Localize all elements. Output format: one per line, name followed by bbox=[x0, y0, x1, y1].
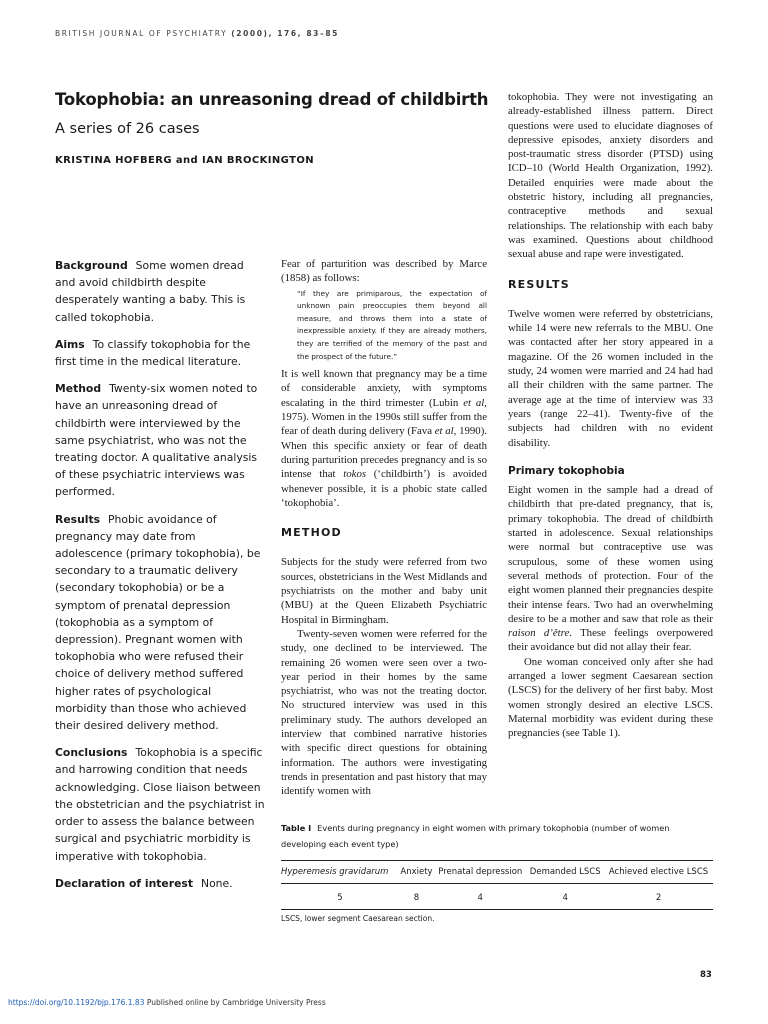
body-column-3 bbox=[508, 90, 713, 740]
article-authors: KRISTINA HOFBERG and IAN BROCKINGTON bbox=[55, 155, 314, 166]
table-cell: 4 bbox=[526, 884, 604, 910]
table-cell: 4 bbox=[434, 884, 526, 910]
results-paragraph: One woman conceived only after she had arranged a lower segment Caesarean section (LSCS) for the delivery of her first baby. Most women strongly desired an elective LSCS. Maternal morbidity was evident during these pregnancies (see Table 1). bbox=[508, 655, 713, 740]
abstract-aims bbox=[55, 336, 265, 370]
article-title: Tokophobia: an unreasoning dread of childbirth bbox=[55, 90, 489, 109]
marce-quote: “If they are primiparous, the expectation of unknown pain preoccupies them beyond all measure, and throws them into a state of inexpressible anxiety. If they are already mothers, they are terrified of the memory of the past and the prospect of the future.” bbox=[297, 288, 487, 361]
table-column-header: Prenatal depression bbox=[434, 861, 526, 884]
table-footnote: LSCS, lower segment Caesarean section. bbox=[281, 914, 435, 923]
table-cell: 5 bbox=[281, 884, 399, 910]
abstract-label: Background bbox=[55, 259, 128, 272]
journal-citation: (2000), 176, 83–85 bbox=[231, 29, 339, 38]
abstract-text: Some women dread and avoid childbirth despite desperately wanting a baby. This is called tokophobia. bbox=[55, 259, 246, 324]
table-caption bbox=[281, 820, 713, 852]
footer bbox=[8, 998, 326, 1007]
method-paragraph: Subjects for the study were referred from two sources, obstetricians in the West Midlands and psychiatrists on the mother and baby unit (MBU) at the Queen Elizabeth Psychiatric Hospital in Birmingham. bbox=[281, 556, 487, 626]
table-cell: 2 bbox=[604, 884, 713, 910]
page-number: 83 bbox=[700, 970, 712, 980]
intro-paragraph: It is well known that pregnancy may be a time of considerable anxiety, with symptoms escalating in the third trimester (Lubin et al, 1975). Women in the 1990s still suffer from the fear of death during delivery (Fava et al, 1990). When this specific anxiety or fear of death during parturition precedes pregnancy and is so intense that tokos (‘childbirth’) is avoided whenever possible, it is a phobic state called ‘tokophobia’. bbox=[281, 368, 487, 509]
article-subtitle: A series of 26 cases bbox=[55, 121, 200, 137]
journal-name: BRITISH JOURNAL OF PSYCHIATRY bbox=[55, 29, 228, 38]
abstract-method bbox=[55, 380, 265, 500]
publisher-note: Published online by Cambridge University Press bbox=[146, 998, 326, 1007]
table-column-header: Anxiety bbox=[399, 861, 434, 884]
table-column-header: Demanded LSCS bbox=[526, 861, 604, 884]
abstract-label: Conclusions bbox=[55, 746, 128, 760]
abstract bbox=[55, 257, 265, 902]
results-paragraph: Twelve women were referred by obstetricians, while 14 were new referrals to the MBU. One was contacted after her story appeared in a magazine. Of the 26 women included in the study, 24 women were married and 24 had had all their children with the same partner. The average age at the time of interview was 33 years (range 22–41). Twenty-five of the subjects had children with no evident disability. bbox=[508, 307, 713, 449]
intro-paragraph: Fear of parturition was described by Marce (1858) as follows: bbox=[281, 258, 487, 285]
abstract-label: Method bbox=[55, 382, 102, 396]
table-row bbox=[281, 884, 713, 910]
doi-link[interactable]: https://doi.org/10.1192/bjp.176.1.83 bbox=[8, 998, 145, 1007]
section-heading-method: METHOD bbox=[281, 526, 342, 540]
table-caption-text: Events during pregnancy in eight women with primary tokophobia (number of women developing each event type) bbox=[281, 823, 670, 849]
abstract-label: Declaration of interest bbox=[55, 876, 193, 890]
abstract-text: Phobic avoidance of pregnancy may date from adolescence (primary tokophobia), be secondary to a traumatic delivery (secondary tokophobia) or be a symptom of prenatal depression (tokophobia as a symptom of depression). Pregnant women with tokophobia who were refused their choice of delivery method suffered higher rates of psychological morbidity than those who achieved their desired delivery method. bbox=[55, 512, 261, 733]
section-heading-results: RESULTS bbox=[508, 277, 570, 291]
subheading-primary-tokophobia: Primary tokophobia bbox=[508, 464, 625, 477]
abstract-label: Aims bbox=[55, 337, 85, 351]
abstract-text: To classify tokophobia for the first time in the medical literature. bbox=[55, 337, 251, 369]
running-head bbox=[55, 29, 339, 38]
abstract-label: Results bbox=[55, 512, 101, 526]
method-paragraph-continued: tokophobia. They were not investigating an already-established illness pattern. Direct questions were used to elucidate diagnoses of depressive episodes, anxiety disorders and post-traumatic stress disorder (PTSD) using ICD–10 (World Health Organization, 1992). Detailed enquiries were made about the obstetric history, including all pregnancies, contraceptive methods and sexual relationships. The relationship with each baby was examined. Questions about childhood sexual abuse and rape were investigated. bbox=[508, 91, 713, 261]
table-column-header: Achieved elective LSCS bbox=[604, 861, 713, 884]
results-paragraph: Eight women in the sample had a dread of childbirth that pre-dated pregnancy, that is, primary tokophobia. The dread of childbirth started in adolescence. Sexual relationships were normal but contraceptive use was scrupulous, some of these women using several methods of protection. Four of the eight women planned their pregnancies despite their intense fears. Two had an overwhelming desire to be a mother and saw that role as their raison d’être. These feelings overpowered their avoidance but did not allay their fear. bbox=[508, 484, 713, 654]
abstract-text: Tokophobia is a specific and harrowing condition that needs acknowledging. Close liaison between the obstetrician and the psychiatrist in order to assess the balance between surgical and psychiatric morbidity is imperative with tokophobia. bbox=[55, 746, 265, 863]
abstract-conclusions bbox=[55, 744, 265, 864]
abstract-text: None. bbox=[201, 876, 233, 890]
abstract-background bbox=[55, 257, 265, 326]
table-cell: 8 bbox=[399, 884, 434, 910]
table-column-header: Hyperemesis gravidarum bbox=[281, 861, 399, 884]
table-1 bbox=[281, 860, 713, 910]
abstract-results bbox=[55, 511, 265, 735]
body-column-2 bbox=[281, 257, 487, 798]
table-label: Table I bbox=[281, 823, 312, 833]
abstract-text: Twenty-six women noted to have an unreasoning dread of childbirth were interviewed by the same psychiatrist, who was not the treating doctor. A qualitative analysis of these psychiatric interviews was performed. bbox=[55, 382, 258, 499]
table-header-row bbox=[281, 861, 713, 884]
method-paragraph: Twenty-seven women were referred for the study, one declined to be interviewed. The remaining 26 women were seen over a two-year period in their homes by the same psychiatrist, who was not the treating doctor. No structured interview was used in this preliminary study. The authors developed an interview that combined narrative histories with specific direct questions for obtaining information. The authors were investigating trends in presentation and past history that may identify women with bbox=[281, 627, 487, 798]
abstract-declaration bbox=[55, 875, 265, 892]
